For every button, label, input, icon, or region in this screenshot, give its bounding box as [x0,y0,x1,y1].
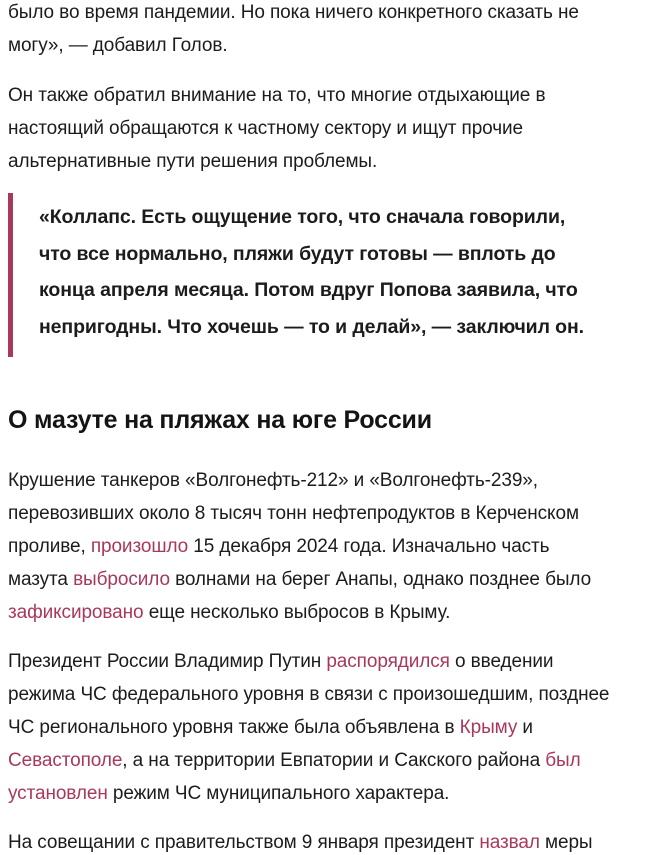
inline-link[interactable]: произошло [90,536,189,557]
text-line [8,645,668,678]
inline-link[interactable]: Севастополе [8,750,123,771]
text-line [8,744,668,777]
quote-line: что все нормально, пляжи будут готовы — вплоть до [39,242,556,265]
text-line [8,826,668,855]
text-run: ЧС регионального уровня также была объявлена в [8,717,460,738]
text-run: Президент России Владимир Путин [8,651,327,672]
text-run: Он также обратил внимание на то, что многие отдыхающие в [8,85,546,106]
text-line [8,145,668,178]
inline-link[interactable]: установлен [8,783,108,804]
text-run: волнами на берег Анапы, однако позднее было [169,569,592,590]
text-line [8,112,668,145]
quote-line: «Коллапс. Есть ощущение того, что сначала говорили, [39,206,566,228]
section-heading: О мазуте на пляжах на юге России [8,406,432,434]
inline-link[interactable]: назвал [479,832,540,853]
inline-link[interactable]: Крыму [459,717,518,738]
text-run: перевозивших около 8 тысяч тонн нефтепродуктов в Керченском [8,503,579,524]
text-run: и [517,717,533,738]
text-run: , а на территории Евпатории и Сакского района [122,750,546,771]
paragraph-golov-quote-end [8,0,668,62]
inline-link[interactable]: выбросило [73,569,170,590]
text-run: 15 декабря 2024 года. Изначально часть [188,536,550,557]
text-run: было во время пандемии. Но пока ничего конкретного сказать не [8,2,579,23]
text-run: альтернативные пути решения проблемы. [8,151,378,172]
text-line [8,79,668,112]
text-run: о введении [449,651,554,672]
text-line [8,464,668,497]
text-line [8,678,668,711]
text-run: На совещании с правительством 9 января президент [8,832,480,853]
text-line [8,563,668,596]
text-run: режим ЧС муниципального характера. [107,783,450,804]
paragraph-government-meeting [8,826,668,855]
text-run: проливе, [8,536,91,557]
text-run: меры [539,832,593,853]
paragraph-emergency-regime [8,645,668,810]
blockquote [8,193,658,357]
text-run: Крушение танкеров «Волгонефть-212» и «Волгонефть-239», [8,470,538,491]
text-line [8,596,668,629]
text-run: режима ЧС федерального уровня в связи с произошедшим, позднее [8,684,610,705]
blockquote-text [39,199,584,345]
inline-link[interactable]: распорядился [326,651,450,672]
paragraph-private-sector [8,79,668,178]
text-line [8,29,668,62]
text-line [8,777,668,810]
text-run: мазута [8,569,74,590]
text-run: настоящий обращаются к частному сектору и ищут прочие [8,118,523,139]
text-line [8,530,668,563]
text-run: могу», — добавил Голов. [8,35,228,56]
quote-line: конца апреля месяца. Потом вдруг Попова заявила, что [39,279,578,301]
paragraph-tanker-crash [8,464,668,629]
text-run: еще несколько выбросов в Крыму. [143,602,451,623]
inline-link[interactable]: был [545,750,581,771]
text-line [8,711,668,744]
text-line [8,0,668,29]
inline-link[interactable]: зафиксировано [8,602,144,623]
quote-line: непригодны. Что хочешь — то и делай», — заключил он. [39,315,584,338]
text-line [8,497,668,530]
